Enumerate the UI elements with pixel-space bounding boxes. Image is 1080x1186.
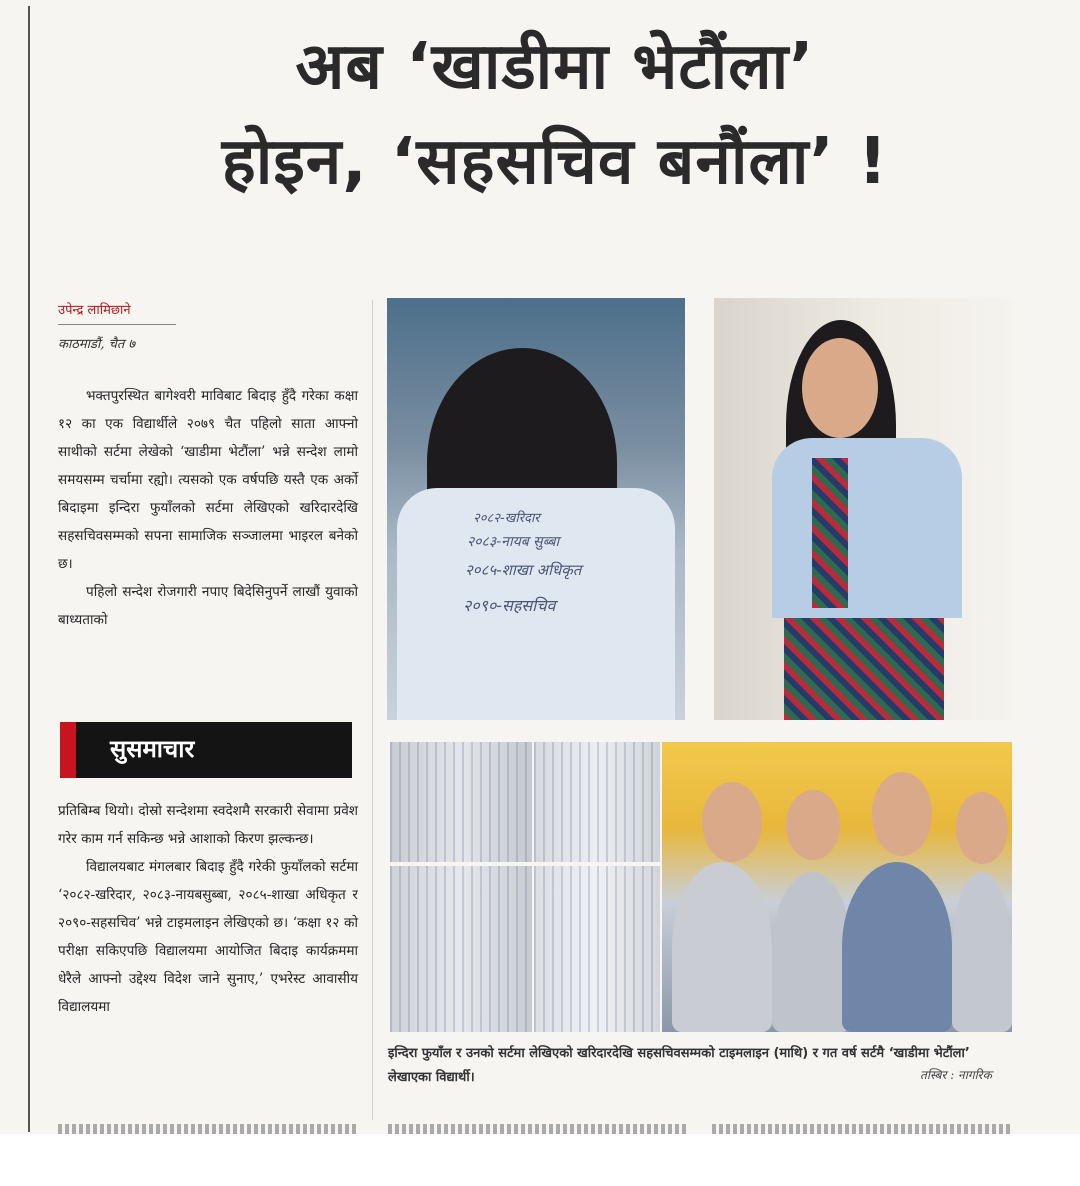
student-figure [952, 872, 1012, 1032]
tie-shape [812, 458, 848, 608]
article-paragraph: पहिलो सन्देश रोजगारी नपाए बिदेसिनुपर्ने लाखौं युवाको बाध्यताको [58, 584, 358, 628]
headline-line-2: होइन, ‘सहसचिव बनौंला’ ! [221, 125, 889, 199]
column-divider [372, 300, 373, 1120]
shirt-writing-line: २०९०-सहसचिव [463, 596, 556, 615]
shirt-writing-line: २०८५-शाखा अधिकृत [465, 561, 582, 579]
student-figure [672, 862, 772, 1032]
skirt-shape [784, 618, 944, 720]
photo-shirt-back-2 [534, 742, 660, 862]
cut-off-text-line [58, 1124, 358, 1134]
headline-line-1: अब ‘खाडीमा भेटौंला’ [295, 30, 815, 104]
article-paragraph: विद्यालयबाट मंगलबार बिदाइ हुँदै गरेकी फुयाँलको सर्टमा ‘२०८२-खरिदार, २०८३-नायबसुब्बा, २०८५-शाखा अधिकृत र २०९०-सहसचिव’ भन्ने टाइमलाइन लेखिएको छ। ‘कक्षा १२ को परीक्षा सकिएपछि विद्यालयमा आयोजित बिदाइ कार्यक्रममा धेरैले आफ्नो उद्देश्य विदेश जाने सुनाए,’ एभरेस्ट आवासीय विद्यालयमा [58, 859, 358, 1015]
photo-shirt-timeline [387, 298, 685, 720]
face-shape [802, 338, 878, 438]
student-figure [772, 872, 852, 1032]
cut-off-text-line [712, 1124, 1012, 1134]
photo-caption: इन्दिरा फुयाँल र उनको सर्टमा लेखिएको खरिदारदेखि सहसचिवसम्मको टाइमलाइन (माथि) र गत वर्ष सर्टमै ‘खाडीमा भेटौंला’ लेखाएका विद्यार्थी। [388, 1046, 970, 1085]
photo-portrait [714, 298, 1012, 720]
section-label-box [60, 722, 352, 778]
section-accent [60, 722, 76, 778]
article-column-upper [58, 382, 358, 634]
cut-off-text-line [388, 1124, 688, 1134]
dateline: काठमाडौं, चैत ७ [58, 337, 136, 352]
shirt-writing-line: २०८२-खरिदार [473, 511, 540, 526]
article-paragraph: प्रतिबिम्ब थियो। दोस्रो सन्देशमा स्वदेशमै सरकारी सेवामा प्रवेश गरेर काम गर्न सकिन्छ भन्ने आशाको किरण झल्कन्छ। [58, 803, 358, 847]
face-shape [956, 792, 1008, 864]
column-rule [28, 6, 30, 1132]
section-label: सुसमाचार [110, 735, 195, 763]
photo-shirt-back-3 [390, 866, 532, 1032]
article-paragraph: भक्तपुरस्थित बागेश्वरी माविबाट बिदाइ हुँदै गरेका कक्षा १२ का एक विद्यार्थीले २०७९ चैत पहिलो साता आफ्नो साथीको सर्टमा लेखेको ‘खाडीमा भेटौंला’ भन्ने सन्देश लामो समयसम्म चर्चामा रह्यो। त्यसको एक वर्षपछि यस्तै एक अर्को बिदाइमा इन्दिरा फुयाँलको सर्टमा लेखिएको खरिदारदेखि सहसचिवसम्मको सपना सामाजिक सञ्जालमा भाइरल बनेको छ। [58, 388, 358, 572]
headline [40, 22, 1070, 212]
student-figure [842, 862, 952, 1032]
photo-students-group [662, 742, 1012, 1032]
photo-shirt-back-4 [534, 866, 660, 1032]
byline: उपेन्द्र लामिछाने [58, 300, 176, 325]
face-shape [872, 772, 932, 856]
photo-shirt-back-1 [390, 742, 532, 862]
face-shape [786, 790, 840, 860]
shirt-shape [772, 438, 962, 618]
face-shape [702, 782, 762, 862]
shirt-writing-line: २०८३-नायब सुब्बा [467, 534, 560, 550]
article-column-lower [58, 797, 358, 1021]
photo-credit: तस्बिर : नागरिक [920, 1068, 992, 1082]
